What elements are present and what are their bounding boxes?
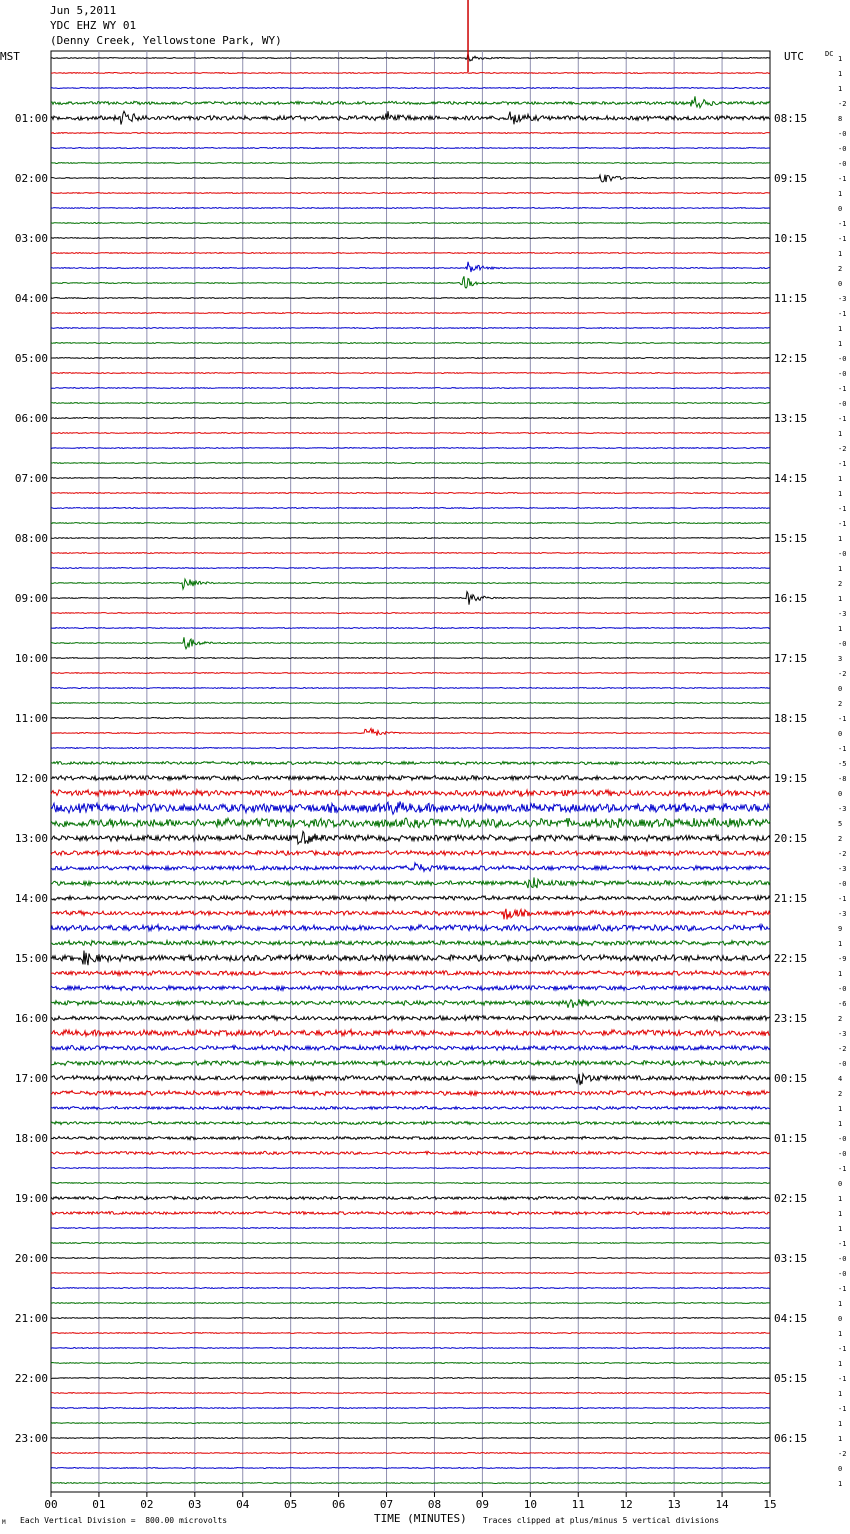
trace-line	[51, 111, 770, 124]
trace-line	[51, 851, 770, 856]
dc-offset-label: -0	[838, 160, 847, 168]
trace-line	[51, 1228, 770, 1229]
dc-offset-label: -0	[838, 550, 847, 558]
left-hour-label: 20:00	[14, 1252, 48, 1265]
dc-offset-label: 1	[838, 55, 843, 63]
x-tick-label: 07	[379, 1498, 394, 1511]
x-tick-label: 04	[236, 1498, 250, 1511]
dc-offset-label: 1	[838, 1390, 843, 1398]
right-hour-label: 06:15	[774, 1432, 808, 1445]
dc-offset-label: -2	[838, 670, 847, 678]
right-hour-label: 02:15	[774, 1192, 808, 1205]
right-hour-label: 12:15	[774, 352, 808, 365]
trace-line	[51, 1016, 770, 1021]
trace-line	[51, 1303, 770, 1304]
trace-line	[51, 1151, 770, 1154]
right-hour-label: 16:15	[774, 592, 808, 605]
left-hour-label: 06:00	[14, 412, 48, 425]
dc-offset-label: 1	[838, 85, 843, 93]
dc-offset-label: -3	[838, 865, 847, 873]
right-hour-label: 03:15	[774, 1252, 808, 1265]
trace-line	[51, 1211, 770, 1214]
dc-offset-label: -3	[838, 805, 847, 813]
dc-offset-label: -1	[838, 1345, 847, 1353]
dc-offset-label: 0	[838, 730, 843, 738]
trace-line	[51, 1378, 770, 1379]
dc-offset-label: 2	[838, 1015, 843, 1023]
dc-offset-label: 0	[838, 205, 843, 213]
right-hour-label: 22:15	[774, 952, 808, 965]
trace-line	[51, 790, 770, 796]
trace-line	[51, 478, 770, 479]
trace-line	[51, 538, 770, 539]
dc-offset-label: 1	[838, 1420, 843, 1428]
trace-line	[51, 1121, 770, 1124]
trace-line	[51, 433, 770, 434]
dc-offset-label: -0	[838, 1135, 847, 1143]
trace-line	[51, 313, 770, 314]
trace-line	[51, 863, 770, 871]
trace-line	[51, 1136, 770, 1139]
left-hour-label: 10:00	[14, 652, 48, 665]
trace-line	[51, 658, 770, 659]
trace-line	[51, 688, 770, 689]
dc-offset-label: 1	[838, 1480, 843, 1488]
trace-line	[51, 1168, 770, 1169]
trace-line	[51, 1106, 770, 1109]
trace-line	[51, 1074, 770, 1085]
trace-line	[51, 986, 770, 991]
trace-line	[51, 1468, 770, 1469]
x-tick-label: 08	[427, 1498, 442, 1511]
dc-offset-label: -2	[838, 100, 847, 108]
trace-line	[51, 951, 770, 966]
x-axis-label: TIME (MINUTES)	[374, 1512, 467, 1525]
right-hour-label: 09:15	[774, 172, 808, 185]
dc-offset-label: -0	[838, 130, 847, 138]
left-hour-label: 11:00	[14, 712, 48, 725]
trace-line	[51, 748, 770, 749]
trace-line	[51, 1091, 770, 1096]
trace-line	[51, 358, 770, 359]
dc-offset-label: 1	[838, 1105, 843, 1113]
left-hour-label: 21:00	[14, 1312, 48, 1325]
left-hour-label: 17:00	[14, 1072, 48, 1085]
left-hour-label: 22:00	[14, 1372, 48, 1385]
right-hour-label: 14:15	[774, 472, 808, 485]
dc-offset-label: -0	[838, 880, 847, 888]
x-tick-label: 09	[475, 1498, 490, 1511]
dc-offset-label: -3	[838, 610, 847, 618]
dc-offset-label: 1	[838, 1435, 843, 1443]
trace-line	[51, 1483, 770, 1484]
dc-offset-label: -2	[838, 1045, 847, 1053]
x-tick-label: 14	[715, 1498, 729, 1511]
trace-line	[51, 463, 770, 464]
dc-offset-label: -0	[838, 145, 847, 153]
left-hour-label: 16:00	[14, 1012, 48, 1025]
dc-offset-label: 1	[838, 535, 843, 543]
dc-offset-label: -1	[838, 895, 847, 903]
trace-line	[51, 223, 770, 224]
dc-offset-label: -0	[838, 1060, 847, 1068]
trace-line	[51, 253, 770, 254]
trace-line	[51, 718, 770, 719]
dc-offset-label: 8	[838, 115, 843, 123]
trace-line	[51, 637, 770, 649]
dc-offset-label: 0	[838, 1180, 843, 1188]
dc-offset-label: 1	[838, 250, 843, 258]
dc-offset-label: 1	[838, 475, 843, 483]
trace-line	[51, 776, 770, 781]
left-timezone-label: MST	[0, 50, 20, 63]
trace-line	[51, 971, 770, 976]
x-tick-label: 13	[667, 1498, 681, 1511]
trace-line	[51, 896, 770, 901]
trace-line	[51, 298, 770, 299]
dc-offset-label: 1	[838, 490, 843, 498]
right-hour-label: 10:15	[774, 232, 808, 245]
clip-note: Traces clipped at plus/minus 5 vertical divisions	[483, 1516, 720, 1525]
dc-offset-label: 1	[838, 595, 843, 603]
dc-offset-label: -6	[838, 1000, 847, 1008]
left-hour-label: 19:00	[14, 1192, 48, 1205]
trace-line	[51, 508, 770, 509]
dc-offset-label: -1	[838, 220, 847, 228]
trace-line	[51, 1348, 770, 1349]
left-hour-label: 07:00	[14, 472, 48, 485]
x-tick-label: 15	[763, 1498, 777, 1511]
header-station: YDC EHZ WY 01	[50, 19, 137, 32]
dc-offset-label: -1	[838, 235, 847, 243]
trace-line	[51, 238, 770, 239]
x-tick-label: 02	[140, 1498, 154, 1511]
trace-line	[51, 592, 770, 605]
trace-line	[51, 925, 770, 931]
dc-offset-label: 1	[838, 940, 843, 948]
trace-line	[51, 1183, 770, 1184]
trace-line	[51, 1423, 770, 1424]
dc-offset-label: 9	[838, 925, 843, 933]
dc-offset-label: 1	[838, 70, 843, 78]
dc-offset-label: -5	[838, 760, 847, 768]
trace-line	[51, 262, 770, 272]
trace-line	[51, 276, 770, 288]
trace-line	[51, 133, 770, 134]
right-timezone-label: UTC	[784, 50, 804, 63]
trace-line	[51, 941, 770, 946]
right-hour-label: 18:15	[774, 712, 808, 725]
left-hour-label: 02:00	[14, 172, 48, 185]
trace-line	[51, 1196, 770, 1199]
left-hour-label: 09:00	[14, 592, 48, 605]
trace-line	[51, 73, 770, 74]
dc-offset-label: 1	[838, 325, 843, 333]
dc-offset-label: 1	[838, 340, 843, 348]
dc-offset-label: 0	[838, 1465, 843, 1473]
x-tick-label: 05	[284, 1498, 298, 1511]
x-tick-label: 11	[571, 1498, 585, 1511]
dc-offset-label: -1	[838, 1165, 847, 1173]
right-hour-label: 05:15	[774, 1372, 808, 1385]
dc-offset-label: 0	[838, 1315, 843, 1323]
trace-line	[51, 1288, 770, 1289]
trace-line	[51, 1393, 770, 1394]
dc-offset-label: 1	[838, 1195, 843, 1203]
dc-offset-label: 1	[838, 1360, 843, 1368]
trace-line	[51, 54, 770, 61]
dc-offset-label: 2	[838, 580, 843, 588]
trace-line	[51, 1363, 770, 1364]
trace-line	[51, 999, 770, 1008]
dc-offset-label: -0	[838, 985, 847, 993]
trace-line	[51, 831, 770, 844]
dc-offset-label: 2	[838, 265, 843, 273]
dc-offset-label: 1	[838, 565, 843, 573]
trace-line	[51, 877, 770, 888]
dc-offset-label: -1	[838, 1240, 847, 1248]
plot-frame	[51, 51, 770, 1492]
dc-offset-label: -1	[838, 415, 847, 423]
trace-line	[51, 96, 770, 107]
left-hour-label: 08:00	[14, 532, 48, 545]
right-hour-label: 15:15	[774, 532, 808, 545]
trace-line	[51, 1453, 770, 1454]
trace-line	[51, 343, 770, 344]
left-hour-label: 03:00	[14, 232, 48, 245]
left-hour-label: 14:00	[14, 892, 48, 905]
trace-line	[51, 493, 770, 494]
trace-line	[51, 403, 770, 404]
trace-line	[51, 1243, 770, 1244]
dc-offset-label: -9	[838, 955, 847, 963]
trace-line	[51, 193, 770, 194]
right-hour-label: 04:15	[774, 1312, 808, 1325]
dc-offset-label: -0	[838, 1150, 847, 1158]
x-tick-label: 01	[92, 1498, 106, 1511]
trace-line	[51, 761, 770, 764]
right-hour-label: 17:15	[774, 652, 808, 665]
dc-offset-label: -1	[838, 310, 847, 318]
dc-offset-label: 1	[838, 1300, 843, 1308]
left-hour-label: 05:00	[14, 352, 48, 365]
trace-line	[51, 148, 770, 149]
dc-offset-label: 5	[838, 820, 843, 828]
dc-offset-label: 2	[838, 835, 843, 843]
dc-offset-label: -0	[838, 1255, 847, 1263]
dc-offset-label: -1	[838, 715, 847, 723]
x-tick-label: 03	[188, 1498, 202, 1511]
trace-line	[51, 163, 770, 164]
dc-offset-label: -1	[838, 1375, 847, 1383]
trace-line	[51, 728, 770, 735]
trace-line	[51, 1408, 770, 1409]
dc-offset-label: -2	[838, 1450, 847, 1458]
trace-line	[51, 175, 770, 182]
dc-offset-label: 1	[838, 430, 843, 438]
trace-line	[51, 1030, 770, 1036]
dc-offset-label: 2	[838, 1090, 843, 1098]
dc-offset-label: -1	[838, 1285, 847, 1293]
trace-line	[51, 418, 770, 419]
header-location: (Denny Creek, Yellowstone Park, WY)	[50, 34, 282, 47]
dc-offset-label: -3	[838, 1030, 847, 1038]
dc-offset-label: 4	[838, 1075, 843, 1083]
dc-offset-label: -0	[838, 640, 847, 648]
right-hour-label: 08:15	[774, 112, 808, 125]
dc-offset-label: -1	[838, 745, 847, 753]
trace-line	[51, 388, 770, 389]
dc-offset-label: 1	[838, 1225, 843, 1233]
dc-offset-label: -0	[838, 400, 847, 408]
trace-line	[51, 208, 770, 209]
right-hour-label: 20:15	[774, 832, 808, 845]
trace-line	[51, 909, 770, 920]
dc-offset-label: -2	[838, 445, 847, 453]
trace-line	[51, 553, 770, 554]
right-hour-label: 19:15	[774, 772, 808, 785]
dc-offset-label: 0	[838, 685, 843, 693]
trace-line	[51, 703, 770, 704]
dc-offset-label: 3	[838, 655, 843, 663]
right-hour-label: 13:15	[774, 412, 808, 425]
right-hour-label: 01:15	[774, 1132, 808, 1145]
left-hour-label: 18:00	[14, 1132, 48, 1145]
trace-line	[51, 818, 770, 828]
trace-line	[51, 801, 770, 814]
trace-line	[51, 1273, 770, 1274]
dc-offset-label: -0	[838, 355, 847, 363]
dc-offset-label: -2	[838, 850, 847, 858]
dc-offset-label: -1	[838, 1405, 847, 1413]
trace-line	[51, 579, 770, 589]
trace-line	[51, 568, 770, 569]
dc-offset-label: 1	[838, 1120, 843, 1128]
left-hour-label: 01:00	[14, 112, 48, 125]
left-hour-label: 12:00	[14, 772, 48, 785]
dc-offset-label: 1	[838, 970, 843, 978]
dc-offset-label: 0	[838, 280, 843, 288]
trace-line	[51, 523, 770, 524]
trace-line	[51, 1318, 770, 1319]
trace-line	[51, 448, 770, 449]
trace-line	[51, 88, 770, 89]
trace-line	[51, 1438, 770, 1439]
left-hour-label: 15:00	[14, 952, 48, 965]
dc-offset-label: -0	[838, 1270, 847, 1278]
trace-line	[51, 673, 770, 674]
dc-offset-label: 1	[838, 190, 843, 198]
dc-offset-label: -1	[838, 505, 847, 513]
right-hour-label: 00:15	[774, 1072, 808, 1085]
trace-line	[51, 373, 770, 374]
x-tick-label: 12	[619, 1498, 633, 1511]
dc-offset-label: -1	[838, 175, 847, 183]
dc-offset-label: 0	[838, 790, 843, 798]
trace-line	[51, 1045, 770, 1050]
right-hour-label: 23:15	[774, 1012, 808, 1025]
trace-line	[51, 628, 770, 629]
left-hour-label: 04:00	[14, 292, 48, 305]
dc-offset-label: -1	[838, 520, 847, 528]
x-tick-label: 00	[44, 1498, 58, 1511]
corner-mark: M	[2, 1519, 6, 1526]
trace-line	[51, 1061, 770, 1066]
dc-offset-label: -1	[838, 460, 847, 468]
dc-offset-label: 2	[838, 700, 843, 708]
dc-offset-label: -1	[838, 385, 847, 393]
trace-line	[51, 1333, 770, 1334]
dc-offset-label: 1	[838, 1330, 843, 1338]
dc-offset-label: -3	[838, 295, 847, 303]
x-tick-label: 10	[523, 1498, 537, 1511]
dc-offset-label: -8	[838, 775, 847, 783]
dc-offset-label: 1	[838, 625, 843, 633]
dc-offset-label: -0	[838, 370, 847, 378]
left-hour-label: 13:00	[14, 832, 48, 845]
scale-note: Each Vertical Division = 800.00 microvolts	[20, 1516, 228, 1525]
header-date: Jun 5,2011	[50, 4, 117, 17]
right-hour-label: 21:15	[774, 892, 808, 905]
x-tick-label: 06	[331, 1498, 346, 1511]
right-hour-label: 11:15	[774, 292, 808, 305]
trace-line	[51, 328, 770, 329]
trace-line	[51, 613, 770, 614]
dc-offset-label: 1	[838, 1210, 843, 1218]
left-hour-label: 23:00	[14, 1432, 48, 1445]
dc-column-header: DC	[825, 50, 834, 58]
trace-line	[51, 1258, 770, 1259]
dc-offset-label: -3	[838, 910, 847, 918]
